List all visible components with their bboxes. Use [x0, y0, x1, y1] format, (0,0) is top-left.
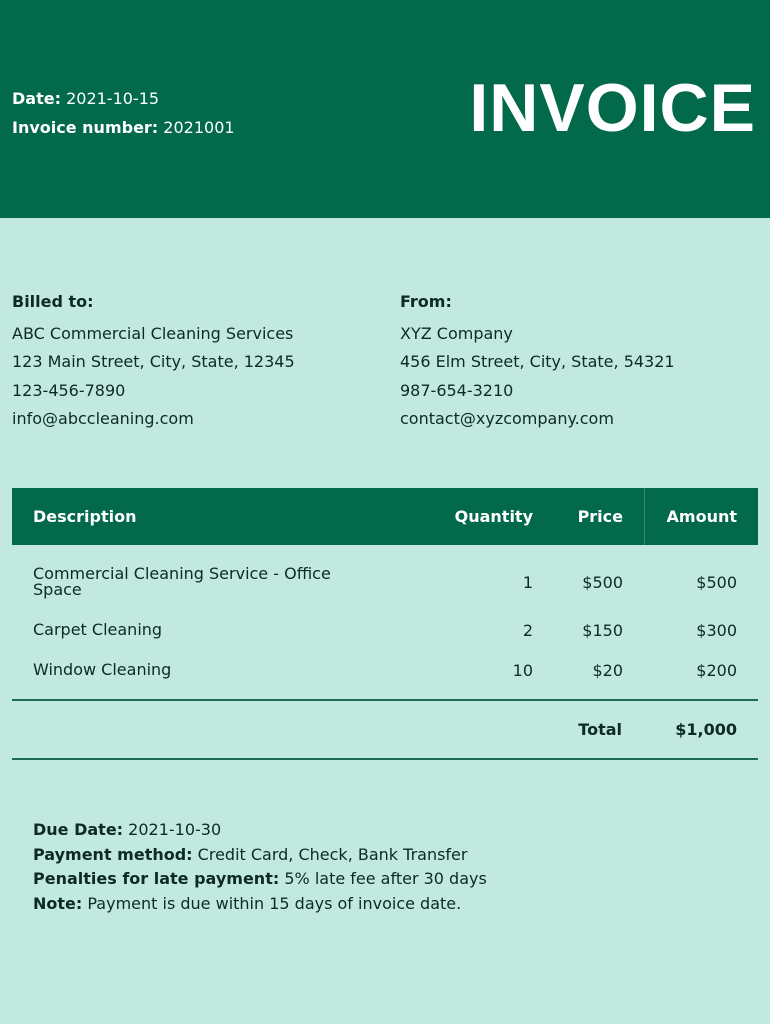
payment-method [33, 843, 487, 868]
column-header-amount: Amount [666, 507, 737, 526]
table-divider [12, 699, 758, 701]
column-header-price: Price [577, 507, 623, 526]
row-amount: $200 [696, 661, 737, 680]
total-label: Total [578, 720, 622, 739]
note [33, 892, 487, 917]
invoice-number-value: 2021001 [163, 118, 235, 137]
invoice-title: INVOICE [469, 70, 756, 146]
row-amount: $300 [696, 621, 737, 640]
row-price: $20 [592, 661, 623, 680]
invoice-number-label: Invoice number: [12, 118, 159, 137]
total-value: $1,000 [675, 720, 737, 739]
due-date-value: 2021-10-30 [128, 820, 222, 839]
from-address: 456 Elm Street, City, State, 54321 [400, 352, 675, 371]
table-header [12, 488, 758, 545]
late-penalty-value: 5% late fee after 30 days [284, 869, 487, 888]
row-description: Window Cleaning [33, 660, 172, 679]
table-body [12, 545, 758, 697]
table-row [12, 545, 758, 617]
note-label: Note: [33, 893, 83, 913]
row-amount: $500 [696, 573, 737, 592]
billed-to-name: ABC Commercial Cleaning Services [12, 323, 294, 343]
due-date [33, 818, 487, 843]
payment-terms [33, 818, 487, 916]
date-value: 2021-10-15 [66, 89, 160, 108]
late-penalty-label: Penalties for late payment: [33, 869, 280, 888]
column-header-description: Description [33, 507, 137, 526]
row-quantity: 10 [512, 661, 533, 680]
from-email: contact@xyzcompany.com [400, 409, 614, 428]
row-price: $500 [582, 573, 623, 592]
billed-to-phone: 123-456-7890 [12, 380, 126, 400]
invoice-date [12, 84, 235, 113]
row-price: $150 [582, 621, 623, 640]
billed-to-address: 123 Main Street, City, State, 12345 [12, 352, 295, 371]
payment-method-label: Payment method: [33, 844, 193, 864]
table-row [12, 657, 758, 697]
billed-to-section [12, 288, 295, 434]
billed-to-email: info@abccleaning.com [12, 409, 194, 428]
invoice-meta [12, 84, 235, 142]
from-label: From: [400, 292, 452, 311]
from-name: XYZ Company [400, 323, 513, 343]
note-value: Payment is due within 15 days of invoice date. [87, 893, 462, 913]
billed-to-label: Billed to: [12, 292, 94, 311]
invoice-header [0, 0, 770, 218]
table-bottom-rule [12, 758, 758, 760]
row-quantity: 1 [522, 573, 533, 592]
row-description: Carpet Cleaning [33, 620, 163, 639]
late-penalty [33, 867, 487, 892]
from-section [400, 288, 675, 434]
row-quantity: 2 [522, 621, 533, 640]
invoice-number [12, 113, 235, 142]
column-divider [644, 488, 645, 545]
payment-method-value: Credit Card, Check, Bank Transfer [197, 844, 468, 864]
row-description: Commercial Cleaning Service - Office Space [33, 564, 331, 599]
due-date-label: Due Date: [33, 820, 124, 839]
column-header-quantity: Quantity [454, 507, 533, 526]
table-row [12, 617, 758, 657]
from-phone: 987-654-3210 [400, 380, 514, 400]
date-label: Date: [12, 89, 61, 108]
